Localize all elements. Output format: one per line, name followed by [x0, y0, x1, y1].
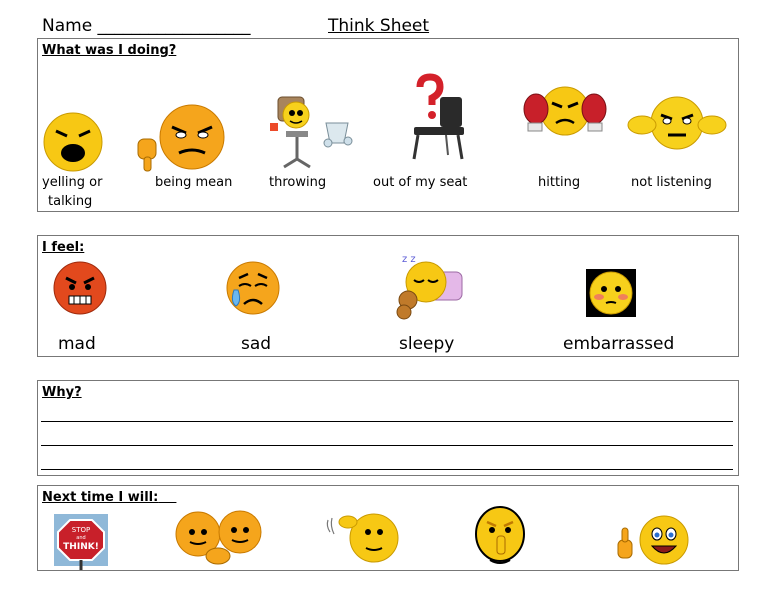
- feel-label-sleepy: sleepy: [399, 334, 455, 354]
- page-title: Think Sheet: [328, 16, 430, 36]
- why-writing-line-3[interactable]: [41, 469, 733, 470]
- doing-label-yelling-line2: talking: [48, 194, 93, 209]
- doing-section-title: What was I doing?: [42, 43, 177, 58]
- feel-label-sad: sad: [241, 334, 272, 354]
- feel-section: [37, 235, 739, 357]
- handshake-faces-icon: [174, 510, 266, 566]
- feel-section-title: I feel:: [42, 240, 85, 255]
- why-writing-line-2[interactable]: [41, 445, 733, 446]
- name-field-label: Name __________________: [42, 16, 251, 36]
- boxing-gloves-face-icon: [524, 85, 606, 139]
- doing-label-out-of-seat: out of my seat: [373, 175, 468, 190]
- svg-text:z z: z z: [402, 254, 416, 265]
- thumbs-up-face-icon: [610, 514, 692, 568]
- doing-label-being-mean: being mean: [155, 175, 233, 190]
- crying-face-icon: [224, 260, 282, 316]
- feel-label-mad: mad: [58, 334, 96, 354]
- throwing-chair-icon: [264, 95, 356, 173]
- angry-thumbs-down-icon: [134, 103, 228, 175]
- mad-face-icon: [52, 260, 108, 316]
- feel-label-embarrassed: embarrassed: [563, 334, 675, 354]
- sleepy-face-icon: [394, 254, 464, 320]
- doing-label-hitting: hitting: [538, 175, 581, 190]
- stop-sign-text-bottom: THINK!: [63, 542, 99, 552]
- doing-label-not-listening: not listening: [631, 175, 712, 190]
- next-section: [37, 485, 739, 571]
- covering-ears-face-icon: [628, 95, 726, 151]
- shush-face-icon: [472, 506, 528, 568]
- thinking-face-icon: [326, 512, 402, 564]
- stop-sign-text-mid: and: [76, 535, 86, 541]
- doing-section: [37, 38, 739, 212]
- empty-chair-question-icon: [396, 77, 480, 163]
- why-writing-line-1[interactable]: [41, 421, 733, 422]
- why-section-title: Why?: [42, 385, 82, 400]
- doing-label-yelling: yelling or: [42, 175, 103, 190]
- embarrassed-face-icon: [586, 269, 636, 317]
- doing-label-throwing: throwing: [269, 175, 327, 190]
- next-section-title: Next time I will:: [42, 490, 159, 505]
- yelling-face-icon: [42, 111, 104, 173]
- stop-sign-text-top: STOP: [71, 526, 91, 534]
- why-section: [37, 380, 739, 476]
- stop-and-think-sign-icon: [54, 514, 108, 570]
